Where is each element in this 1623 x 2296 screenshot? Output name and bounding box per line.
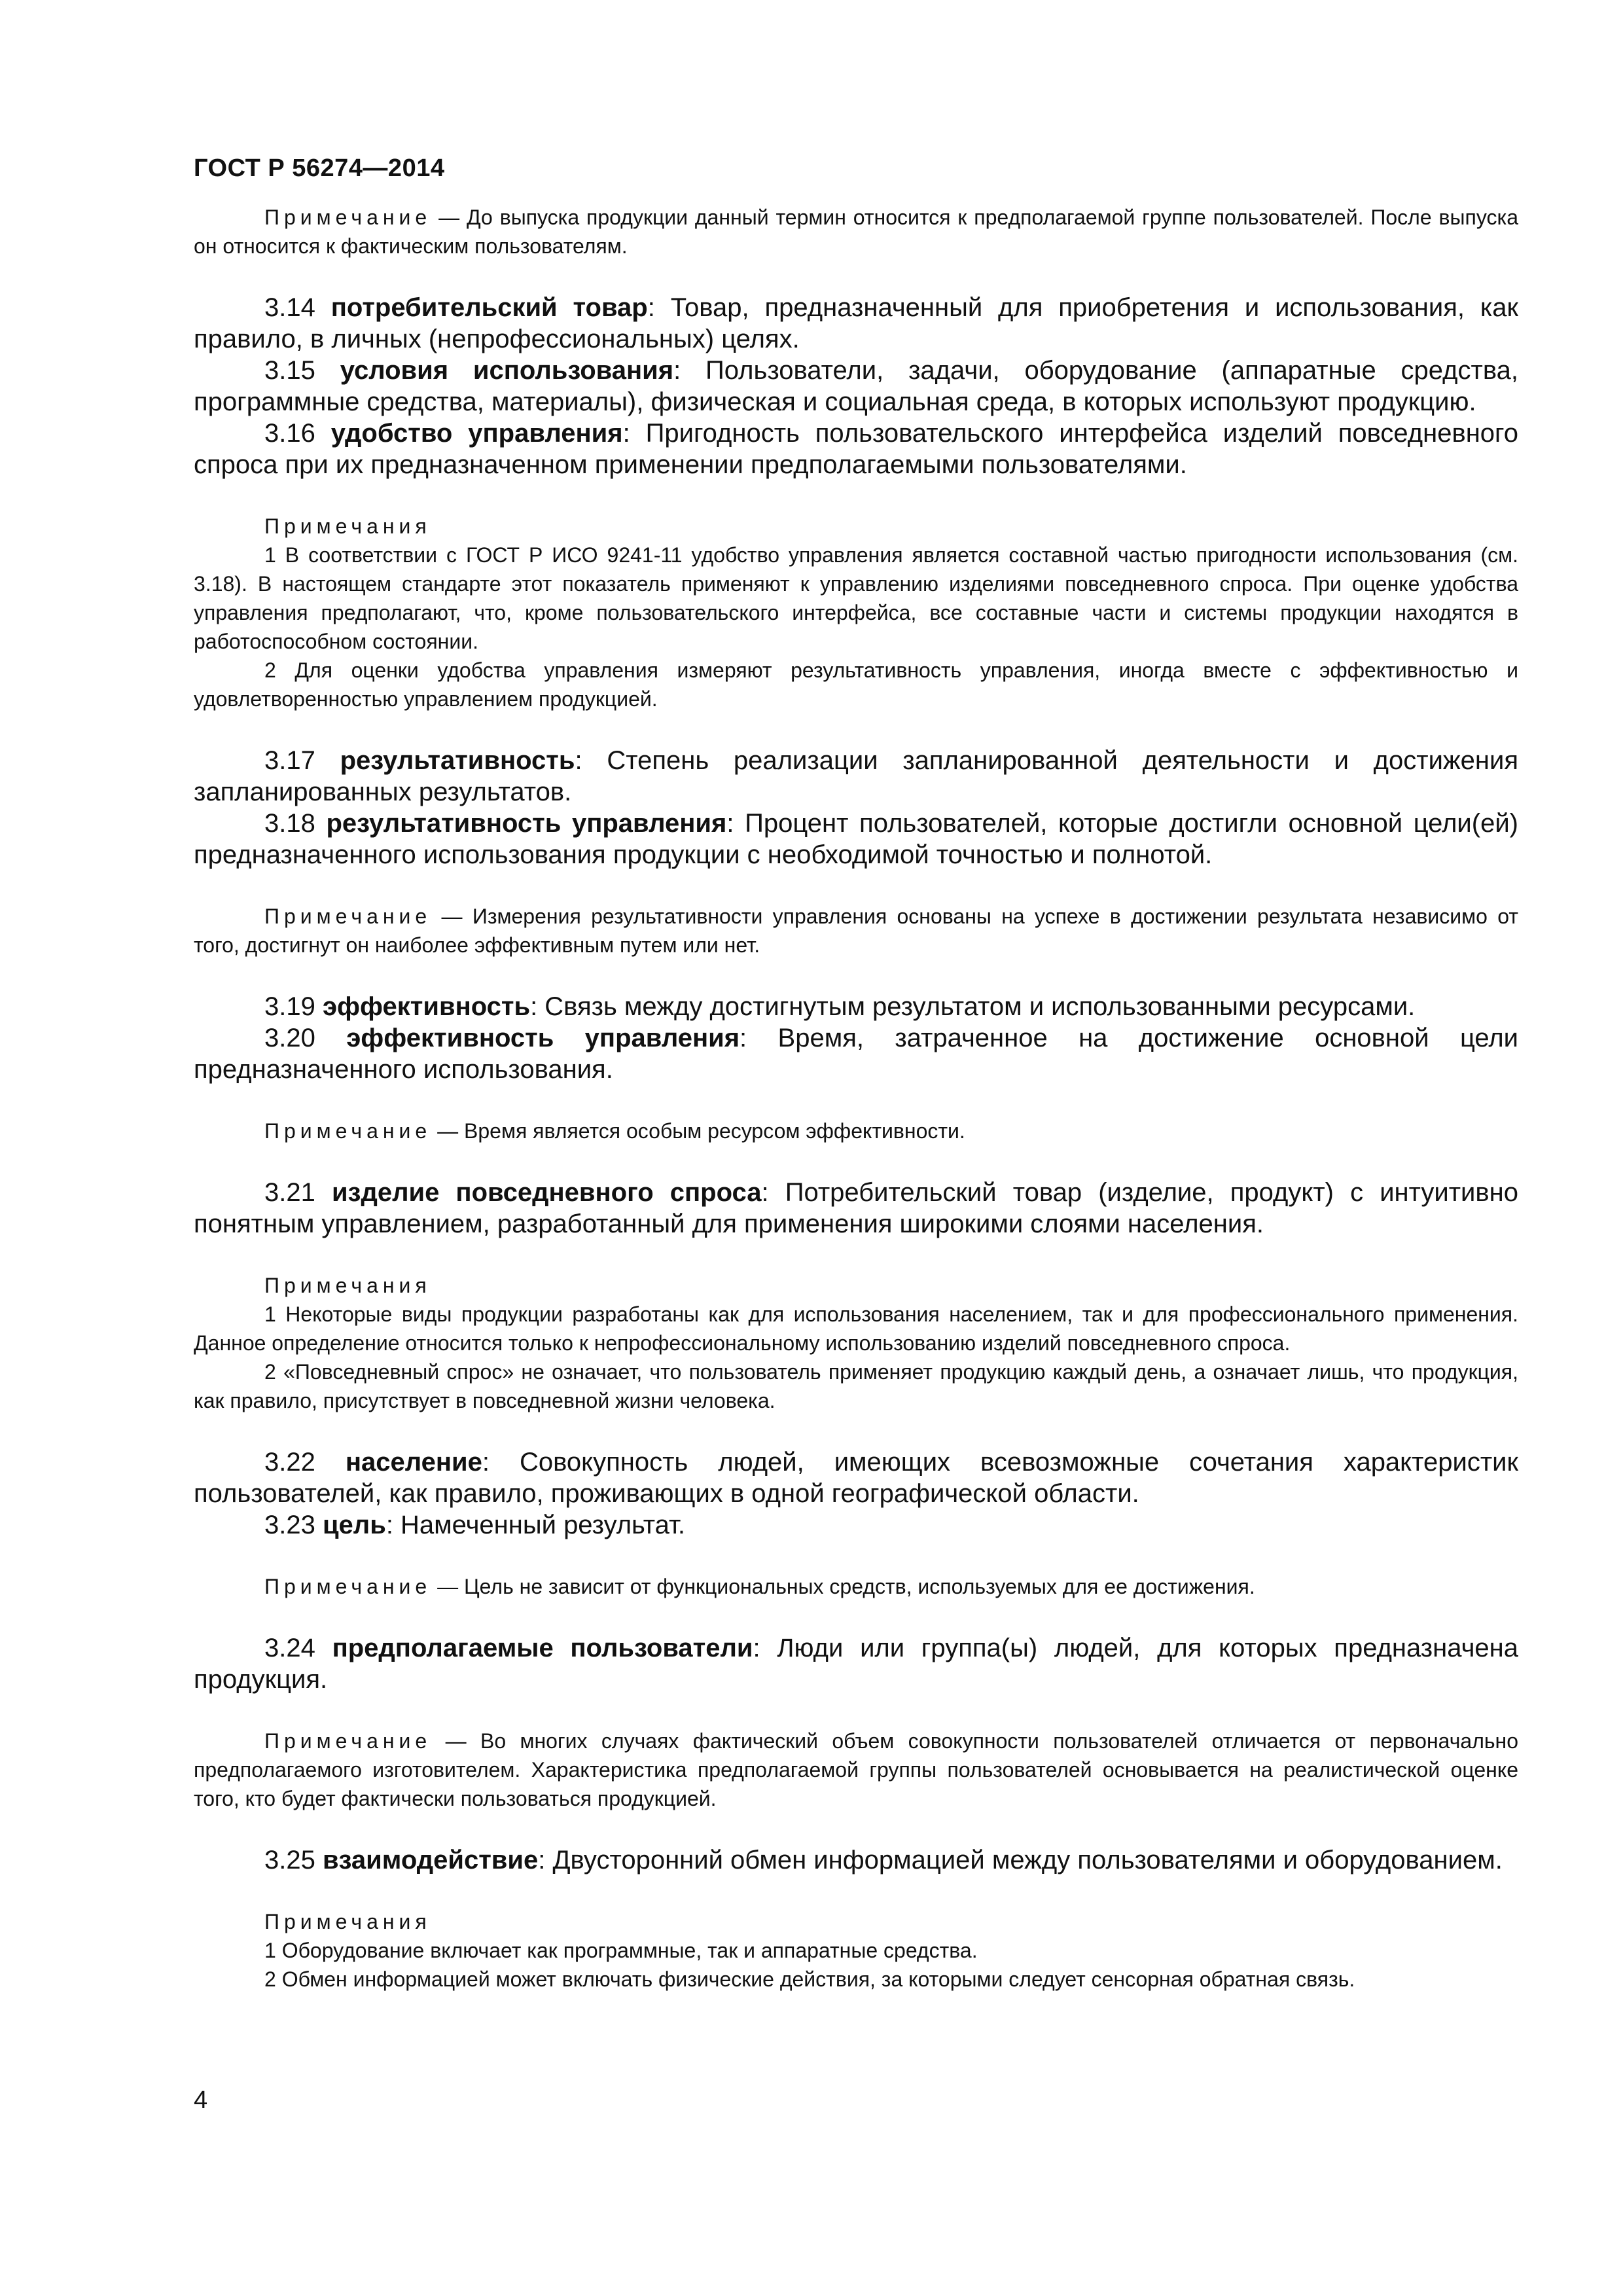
term-name: изделие повседневного спроса	[331, 1178, 762, 1207]
term-3-18	[194, 808, 1518, 870]
term-definition: : Люди или группа(ы) людей, для которых предназначена продукция.	[194, 1634, 1519, 1694]
note-text: — До выпуска продукции данный термин относится к предполагаемой группе пользователей. После выпуска он относится к фактическим пользователям.	[194, 206, 1518, 258]
term-name: удобство управления	[330, 419, 623, 448]
note-item: 2 Для оценки удобства управления измеряют результативность управления, иногда вместе с эффективностью и удовлетворенностью управлением продукцией.	[194, 658, 1518, 711]
term-definition: : Двусторонний обмен информацией между пользователями и оборудованием.	[538, 1846, 1503, 1874]
term-definition: : Товар, предназначенный для приобретения и использования, как правило, в личных (непрофессиональных) целях.	[194, 293, 1518, 353]
term-3-25	[194, 1844, 1518, 1876]
note-label: Примечание	[264, 206, 432, 229]
term-number: 3.17	[264, 746, 340, 775]
term-name: эффективность управления	[346, 1024, 740, 1052]
page-number: 4	[194, 2087, 208, 2114]
term-number: 3.18	[264, 809, 327, 838]
term-name: результативность	[340, 746, 575, 775]
note-3-18	[194, 902, 1518, 960]
term-definition: : Степень реализации запланированной деятельности и достижения запланированных результатов.	[194, 746, 1519, 806]
note-item: 2 «Повседневный спрос» не означает, что пользователь применяет продукцию каждый день, а означает лишь, что продукция, как правило, присутствует в повседневной жизни человека.	[194, 1360, 1518, 1412]
term-definition: : Процент пользователей, которые достигли основной цели(ей) предназначенного использования продукции с необходимой точностью и полнотой.	[194, 809, 1518, 869]
term-name: условия использования	[340, 356, 674, 385]
note-label: Примечание	[264, 905, 432, 928]
term-3-24	[194, 1632, 1518, 1695]
term-name: население	[345, 1448, 482, 1477]
term-name: взаимодействие	[322, 1846, 539, 1874]
term-3-14	[194, 292, 1518, 355]
note-label: Примечание	[264, 1575, 432, 1598]
note-label: Примечание	[264, 1119, 432, 1143]
notes-heading-3-21: Примечания	[264, 1274, 431, 1297]
notes-heading-3-25: Примечания	[264, 1910, 431, 1933]
term-number: 3.21	[264, 1178, 332, 1207]
note-3-13	[194, 203, 1518, 260]
note-3-24	[194, 1727, 1518, 1813]
note-label: Примечание	[264, 1729, 432, 1753]
term-definition: : Пригодность пользовательского интерфейса изделий повседневного спроса при их предназначенном применении предполагаемыми пользователями.	[194, 419, 1518, 479]
term-name: результативность управления	[326, 809, 727, 838]
note-text: — Цель не зависит от функциональных средств, используемых для ее достижения.	[431, 1575, 1255, 1598]
term-number: 3.20	[264, 1024, 347, 1052]
term-definition: : Намеченный результат.	[385, 1511, 685, 1539]
term-number: 3.24	[264, 1634, 332, 1662]
term-name: эффективность	[322, 992, 531, 1021]
term-3-15	[194, 355, 1518, 418]
term-3-19	[194, 991, 1518, 1022]
document-body	[194, 203, 1518, 1994]
note-text: — Во многих случаях фактический объем совокупности пользователей отличается от первоначально предполагаемого изготовителем. Характеристика предполагаемой группы пользователей основывается на реалистической оценке того, кто будет фактически пользоваться продукцией.	[194, 1729, 1518, 1810]
note-item: 1 В соответствии с ГОСТ Р ИСО 9241-11 удобство управления является составной частью пригодности использования (см. 3.18). В настоящем стандарте этот показатель применяют к управлению изделиями повседневного спроса. При оценке удобства управления предполагают, что, кроме пользовательского интерфейса, все составные части и системы продукции находятся в работоспособном состоянии.	[194, 543, 1518, 653]
term-3-22	[194, 1446, 1518, 1509]
term-number: 3.23	[264, 1511, 323, 1539]
term-definition: : Время, затраченное на достижение основной цели предназначенного использования.	[194, 1024, 1519, 1084]
note-3-23	[194, 1572, 1518, 1601]
note-text: — Время является особым ресурсом эффективности.	[431, 1119, 965, 1143]
term-number: 3.16	[264, 419, 331, 448]
term-number: 3.22	[264, 1448, 346, 1477]
term-definition: : Пользователи, задачи, оборудование (аппаратные средства, программные средства, материалы), физическая и социальная среда, в которых используют продукцию.	[194, 356, 1518, 416]
note-item: 1 Оборудование включает как программные, так и аппаратные средства.	[264, 1939, 978, 1962]
term-3-21	[194, 1177, 1518, 1240]
note-item: 2 Обмен информацией может включать физические действия, за которыми следует сенсорная обратная связь.	[264, 1967, 1355, 1991]
term-definition: : Совокупность людей, имеющих всевозможные сочетания характеристик пользователей, как правило, проживающих в одной географической области.	[194, 1448, 1519, 1508]
term-number: 3.15	[264, 356, 340, 385]
term-definition: : Потребительский товар (изделие, продукт) с интуитивно понятным управлением, разработанный для применения широкими слоями населения.	[194, 1178, 1518, 1238]
term-number: 3.25	[264, 1846, 323, 1874]
note-text: — Измерения результативности управления основаны на успехе в достижении результата независимо от того, достигнут он наиболее эффективным путем или нет.	[194, 905, 1518, 957]
term-name: цель	[322, 1511, 386, 1539]
term-definition: : Связь между достигнутым результатом и использованными ресурсами.	[530, 992, 1416, 1021]
notes-heading-3-16: Примечания	[264, 514, 431, 538]
term-3-16	[194, 418, 1518, 480]
term-name: потребительский товар	[330, 293, 648, 322]
term-name: предполагаемые пользователи	[332, 1634, 753, 1662]
term-3-17	[194, 745, 1518, 808]
term-number: 3.14	[264, 293, 331, 322]
term-3-20	[194, 1022, 1518, 1085]
term-number: 3.19	[264, 992, 323, 1021]
document-header: ГОСТ Р 56274—2014	[194, 154, 445, 182]
note-3-20	[194, 1117, 1518, 1145]
note-item: 1 Некоторые виды продукции разработаны как для использования населением, так и для профессионального применения. Данное определение относится только к непрофессиональному использованию изделий повседневного спроса.	[194, 1302, 1518, 1355]
term-3-23	[194, 1509, 1518, 1541]
